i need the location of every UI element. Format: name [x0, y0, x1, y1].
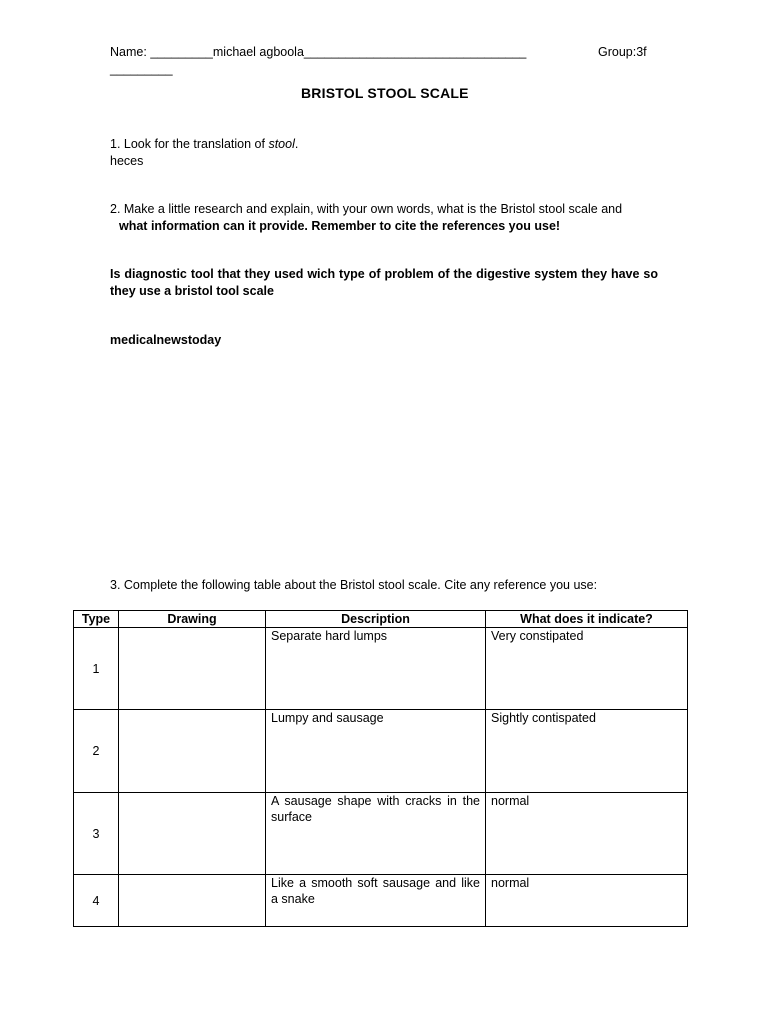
- cell-description: Like a smooth soft sausage and like a snake: [266, 875, 486, 927]
- page-title: BRISTOL STOOL SCALE: [301, 85, 469, 101]
- question-1-answer: heces: [110, 154, 144, 168]
- table-header-row: [74, 611, 688, 628]
- cell-type: 4: [74, 875, 119, 927]
- group-label: Group:3f: [598, 45, 647, 59]
- question-2-prompt-line-2: what information can it provide. Remember to cite the references you use!: [119, 219, 561, 233]
- table-row: [74, 628, 688, 710]
- header-indicates: What does it indicate?: [486, 611, 688, 628]
- bristol-table: [73, 610, 688, 927]
- table-row: [74, 793, 688, 875]
- header-drawing: Drawing: [119, 611, 266, 628]
- question-2-prompt-line-1: 2. Make a little research and explain, with your own words, what is the Bristol stool scale and: [110, 202, 623, 216]
- question-1: [110, 136, 658, 170]
- question-2-answer: Is diagnostic tool that they used wich type of problem of the digestive system they have so they use a bristol tool scale: [110, 267, 658, 298]
- cell-indicates: Very constipated: [486, 628, 688, 710]
- cell-indicates: normal: [486, 875, 688, 927]
- cell-type: 3: [74, 793, 119, 875]
- cell-drawing: [119, 793, 266, 875]
- question-2: [110, 201, 658, 235]
- cell-indicates: Sightly contispated: [486, 710, 688, 793]
- name-label: Name:: [110, 45, 147, 59]
- question-2-reference: medicalnewstoday: [110, 333, 222, 347]
- table-row: [74, 710, 688, 793]
- name-line: [110, 45, 526, 59]
- cell-drawing: [119, 628, 266, 710]
- cell-type: 2: [74, 710, 119, 793]
- name-overflow-line: _________: [110, 62, 173, 76]
- cell-description: A sausage shape with cracks in the surface: [266, 793, 486, 875]
- cell-description: Separate hard lumps: [266, 628, 486, 710]
- header-description: Description: [266, 611, 486, 628]
- header-type: Type: [74, 611, 119, 628]
- cell-indicates: normal: [486, 793, 688, 875]
- cell-drawing: [119, 710, 266, 793]
- cell-description: Lumpy and sausage: [266, 710, 486, 793]
- question-3-prompt: 3. Complete the following table about the Bristol stool scale. Cite any reference you use:: [110, 578, 598, 592]
- question-1-prompt: 1. Look for the translation of stool.: [110, 137, 299, 151]
- cell-type: 1: [74, 628, 119, 710]
- cell-drawing: [119, 875, 266, 927]
- name-value: _________michael agboola________________________________: [150, 45, 527, 59]
- table-row: [74, 875, 688, 927]
